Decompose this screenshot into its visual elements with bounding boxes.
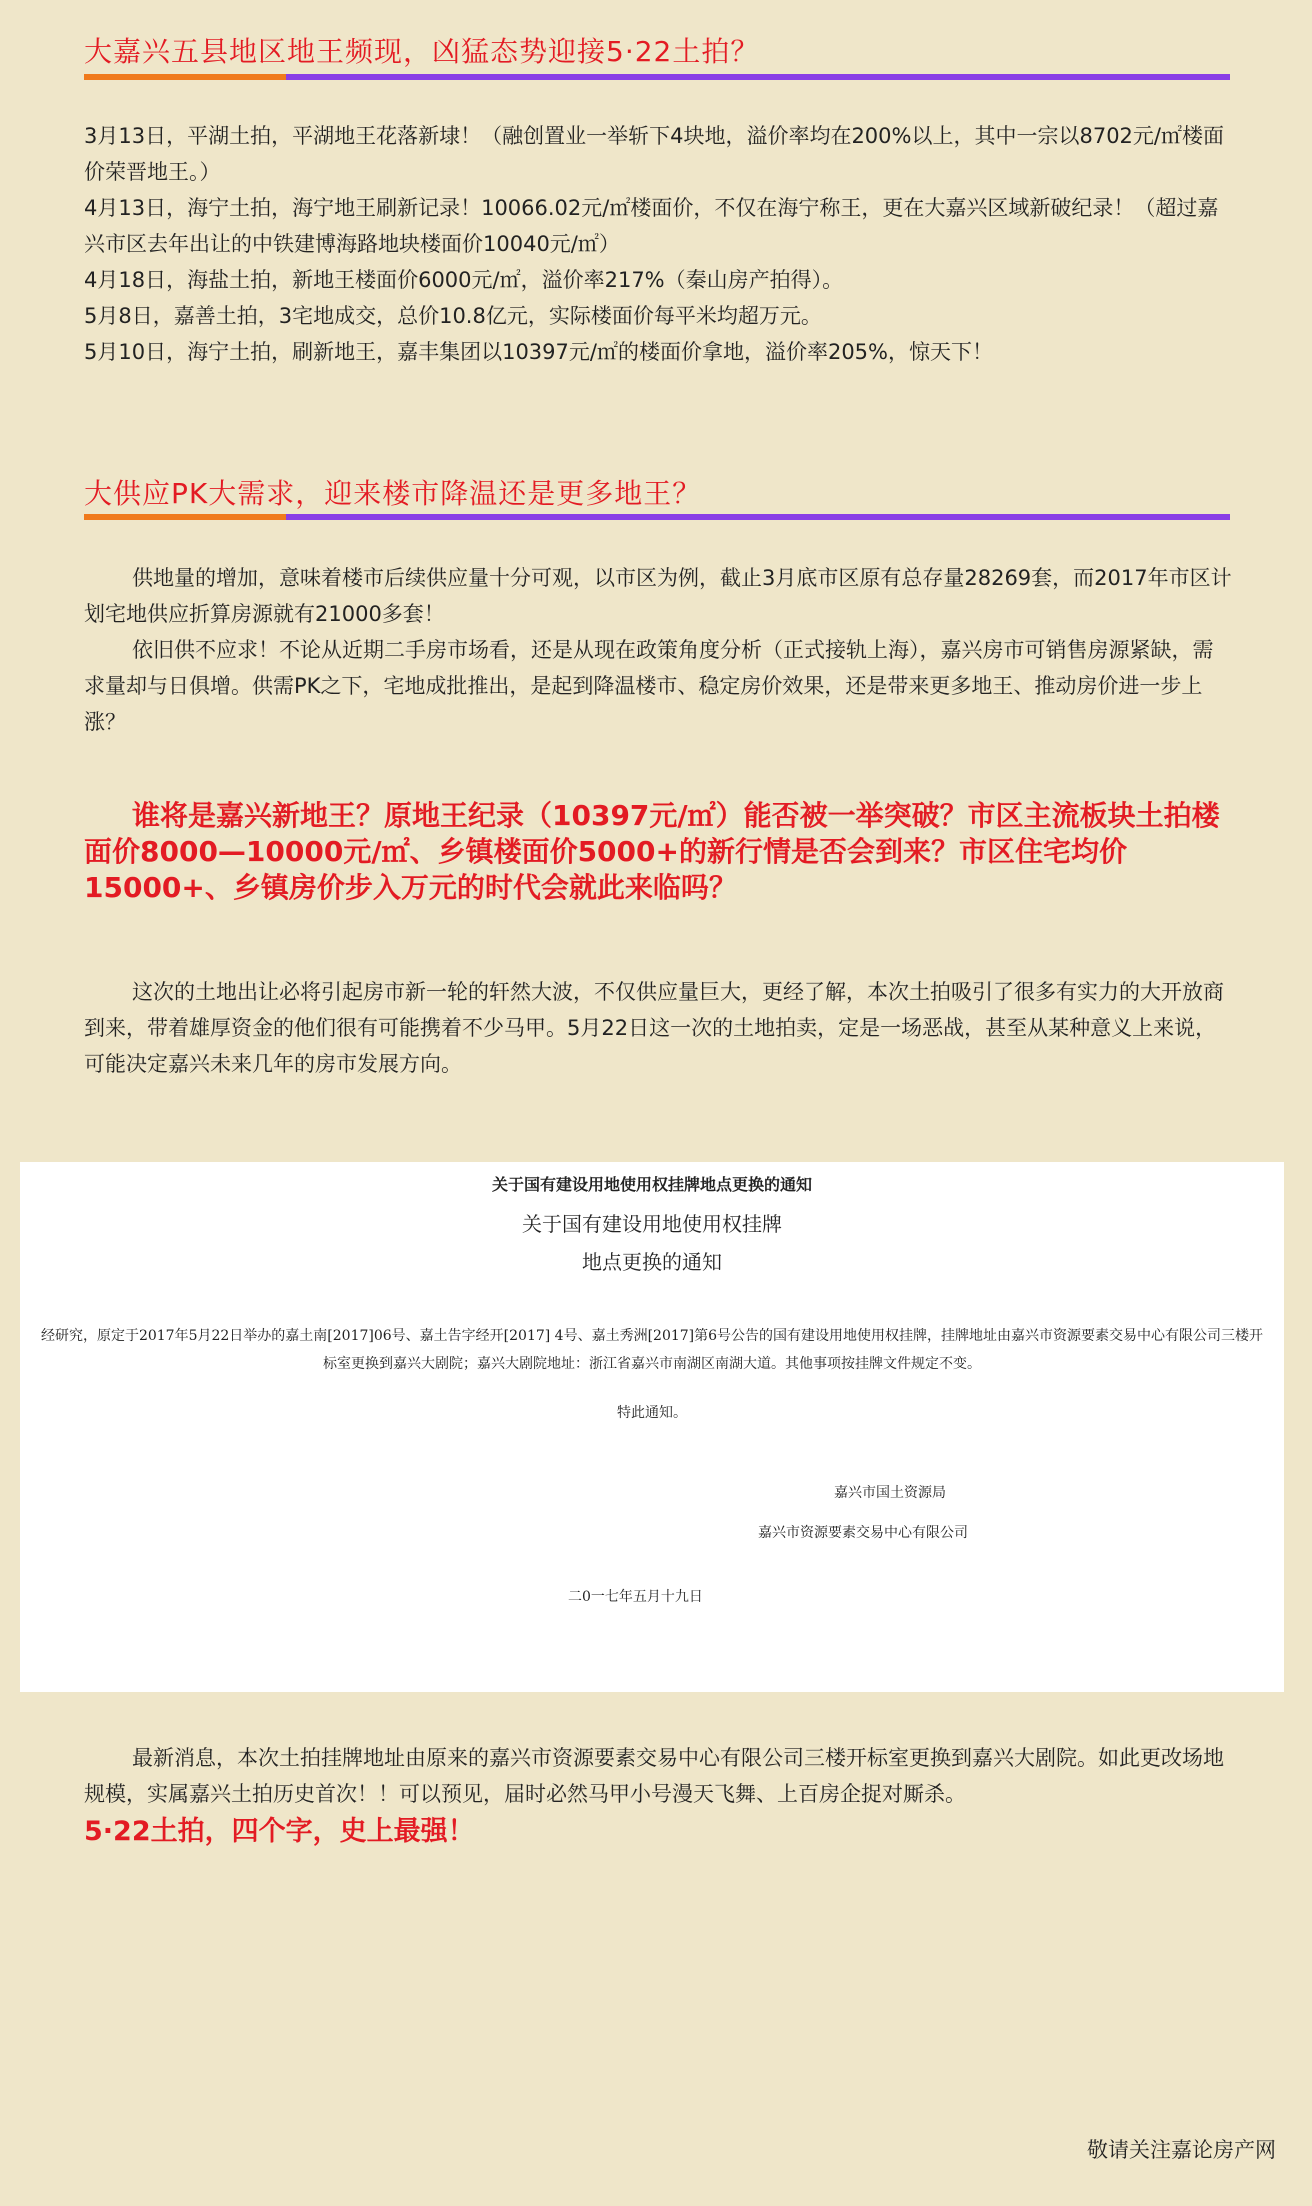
news-item: 3月13日，平湖土拍，平湖地王花落新埭！（融创置业一举斩下4块地，溢价率均在200%以上，其中一宗以8702元/㎡楼面价荣晋地王。） <box>84 124 1224 184</box>
paragraph: 供地量的增加，意味着楼市后续供应量十分可观，以市区为例，截止3月底市区原有总存量28269套，而2017年市区计划宅地供应折算房源就有21000多套！ <box>84 566 1232 626</box>
notice-title-line2: 地点更换的通知 <box>582 1250 722 1274</box>
notice-closing: 特此通知。 <box>617 1405 687 1421</box>
highlight-question <box>84 798 1234 906</box>
section2-title: 大供应PK大需求，迎来楼市降温还是更多地王？ <box>84 477 702 510</box>
section1-news-list <box>84 118 1234 370</box>
paragraph: 依旧供不应求！不论从近期二手房市场看，还是从现在政策角度分析（正式接轨上海），嘉兴房市可销售房源紧缺，需求量却与日俱增。供需PK之下，宅地成批推出，是起到降温楼市、稳定房价效果，还是带来更多地王、推动房价进一步上涨？ <box>84 638 1214 734</box>
notice-title-line1: 关于国有建设用地使用权挂牌 <box>522 1212 782 1236</box>
divider-orange-segment <box>84 74 286 80</box>
latest-news <box>84 1740 1234 1850</box>
notice-header: 关于国有建设用地使用权挂牌地点更换的通知 <box>491 1175 812 1194</box>
notice-signer-center: 嘉兴市资源要素交易中心有限公司 <box>758 1525 968 1541</box>
notice-date: 二0一七年五月十九日 <box>568 1589 703 1605</box>
section2-body <box>84 560 1234 740</box>
news-item: 4月18日，海盐土拍，新地王楼面价6000元/㎡，溢价率217%（秦山房产拍得）。 <box>84 268 844 292</box>
divider-purple-segment <box>286 74 1230 80</box>
divider-purple-segment <box>286 514 1230 520</box>
divider-orange-segment <box>84 514 286 520</box>
news-item: 4月13日，海宁土拍，海宁地王刷新记录！10066.02元/㎡楼面价，不仅在海宁称王，更在大嘉兴区域新破纪录！（超过嘉兴市区去年出让的中铁建博海路地块楼面价10040元/㎡） <box>84 196 1219 256</box>
section1-title: 大嘉兴五县地区地王频现，凶猛态势迎接5·22土拍？ <box>84 35 760 68</box>
section2-closing <box>84 974 1234 1082</box>
news-item: 5月8日，嘉善土拍，3宅地成交，总价10.8亿元，实际楼面价每平米均超万元。 <box>84 304 822 328</box>
notice-body: 经研究，原定于2017年5月22日举办的嘉土南[2017]06号、嘉土告字经开[2017] 4号、嘉土秀洲[2017]第6号公告的国有建设用地使用权挂牌，挂牌地址由嘉兴市资源要素交易中心有限公司三楼开标室更换到嘉兴大剧院；嘉兴大剧院地址：浙江省嘉兴市南湖区南湖大道。其他事项按挂牌文件规定不变。 <box>40 1328 1264 1372</box>
section1-divider <box>84 74 1230 80</box>
highlight-text: 谁将是嘉兴新地王？原地王纪录（10397元/㎡）能否被一举突破？市区主流板块土拍楼面价8000—10000元/㎡、乡镇楼面价5000+的新行情是否会到来？市区住宅均价15000+、乡镇房价步入万元的时代会就此来临吗？ <box>84 799 1220 904</box>
emphasis-slogan: 5·22土拍，四个字，史上最强！ <box>84 1816 475 1847</box>
section2-divider <box>84 514 1230 520</box>
follow-credit: 敬请关注嘉论房产网 <box>1087 2138 1276 2162</box>
notice-signer-bureau: 嘉兴市国土资源局 <box>834 1485 946 1501</box>
notice-document <box>20 1162 1284 1692</box>
paragraph: 这次的土地出让必将引起房市新一轮的轩然大波，不仅供应量巨大，更经了解，本次土拍吸引了很多有实力的大开放商到来，带着雄厚资金的他们很有可能携着不少马甲。5月22日这一次的土地拍卖，定是一场恶战，甚至从某种意义上来说，可能决定嘉兴未来几年的房市发展方向。 <box>84 980 1224 1076</box>
news-item: 5月10日，海宁土拍，刷新地王，嘉丰集团以10397元/㎡的楼面价拿地，溢价率205%，惊天下！ <box>84 340 993 364</box>
paragraph: 最新消息，本次土拍挂牌地址由原来的嘉兴市资源要素交易中心有限公司三楼开标室更换到嘉兴大剧院。如此更改场地规模，实属嘉兴土拍历史首次！！可以预见，届时必然马甲小号漫天飞舞、上百房企捉对厮杀。 <box>84 1746 1224 1806</box>
